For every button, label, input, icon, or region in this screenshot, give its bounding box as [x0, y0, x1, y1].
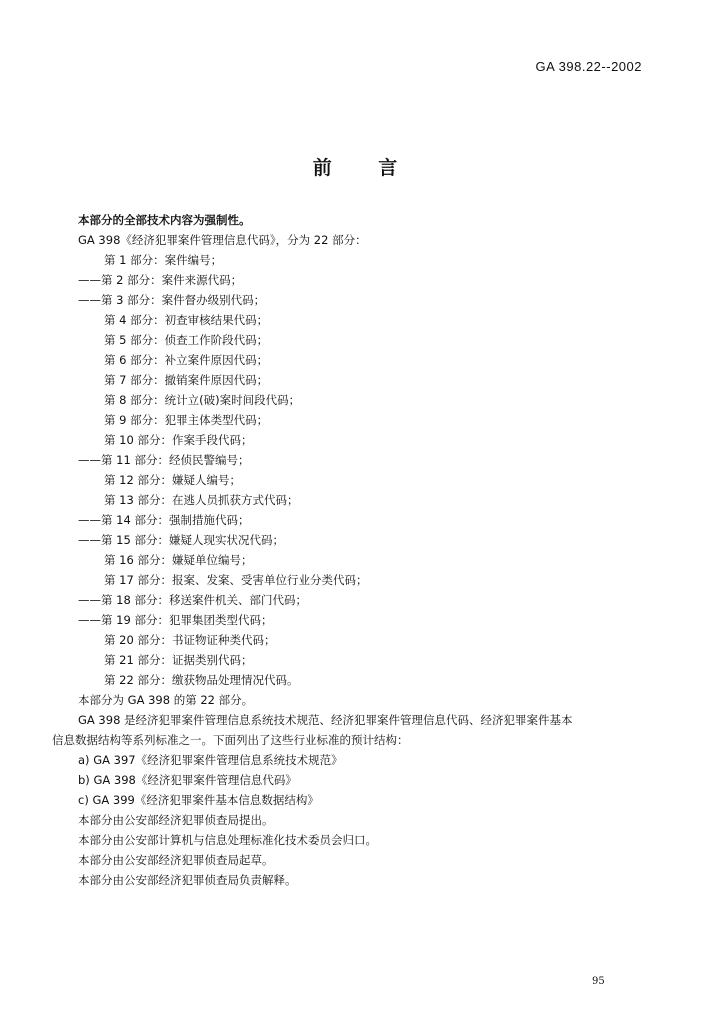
interpreter-line: 本部分由公安部经济犯罪侦查局负责解释。: [78, 873, 297, 887]
list-item: b) GA 398《经济犯罪案件管理信息代码》: [78, 773, 297, 787]
part-item: 第 13 部分：在逃人员抓获方式代码；: [104, 493, 299, 507]
part-item: 第 20 部分：书证物证种类代码；: [104, 633, 276, 647]
this-part-line: 本部分为 GA 398 的第 22 部分。: [78, 693, 254, 707]
part-item: 第 8 部分：统计立(破)案时间段代码；: [104, 393, 301, 407]
mandatory-statement: 本部分的全部技术内容为强制性。: [78, 213, 251, 227]
series-line: 信息数据结构等系列标准之一。下面列出了这些行业标准的预计结构：: [52, 733, 409, 747]
page-title: 前 言: [312, 157, 398, 179]
series-line: GA 398 是经济犯罪案件管理信息系统技术规范、经济犯罪案件管理信息代码、经济犯罪案件基本: [78, 713, 573, 727]
part-item: 第 16 部分：嫌疑单位编号；: [104, 553, 253, 567]
part-item: ——第 3 部分：案件督办级别代码；: [78, 293, 266, 307]
list-item: a) GA 397《经济犯罪案件管理信息系统技术规范》: [78, 753, 343, 767]
part-item: 第 22 部分：缴获物品处理情况代码。: [104, 673, 299, 687]
part-item: ——第 15 部分：嫌疑人现实状况代码；: [78, 533, 284, 547]
part-item: 第 7 部分：撤销案件原因代码；: [104, 373, 269, 387]
list-item: c) GA 399《经济犯罪案件基本信息数据结构》: [78, 793, 319, 807]
part-item: 第 17 部分：报案、发案、受害单位行业分类代码；: [104, 573, 368, 587]
part-item: ——第 18 部分：移送案件机关、部门代码；: [78, 593, 307, 607]
part-item: 第 9 部分：犯罪主体类型代码；: [104, 413, 269, 427]
drafter-line: 本部分由公安部经济犯罪侦查局起草。: [78, 853, 274, 867]
standard-code: GA 398.22--2002: [535, 59, 642, 74]
proposer-line: 本部分由公安部经济犯罪侦查局提出。: [78, 813, 274, 827]
intro-line: GA 398《经济犯罪案件管理信息代码》，分为 22 部分：: [78, 233, 367, 247]
part-item: 第 5 部分：侦查工作阶段代码；: [104, 333, 269, 347]
page-number: 95: [592, 976, 605, 987]
part-item: 第 10 部分：作案手段代码；: [104, 433, 253, 447]
centralized-line: 本部分由公安部计算机与信息处理标准化技术委员会归口。: [78, 833, 377, 847]
part-item: 第 1 部分：案件编号；: [104, 253, 223, 267]
part-item: ——第 11 部分：经侦民警编号；: [78, 453, 250, 467]
part-item: 第 6 部分：补立案件原因代码；: [104, 353, 269, 367]
part-item: 第 21 部分：证据类别代码；: [104, 653, 253, 667]
part-item: 第 12 部分：嫌疑人编号；: [104, 473, 241, 487]
part-item: ——第 2 部分：案件来源代码；: [78, 273, 243, 287]
part-item: 第 4 部分：初查审核结果代码；: [104, 313, 269, 327]
part-item: ——第 14 部分：强制措施代码；: [78, 513, 250, 527]
part-item: ——第 19 部分：犯罪集团类型代码；: [78, 613, 273, 627]
